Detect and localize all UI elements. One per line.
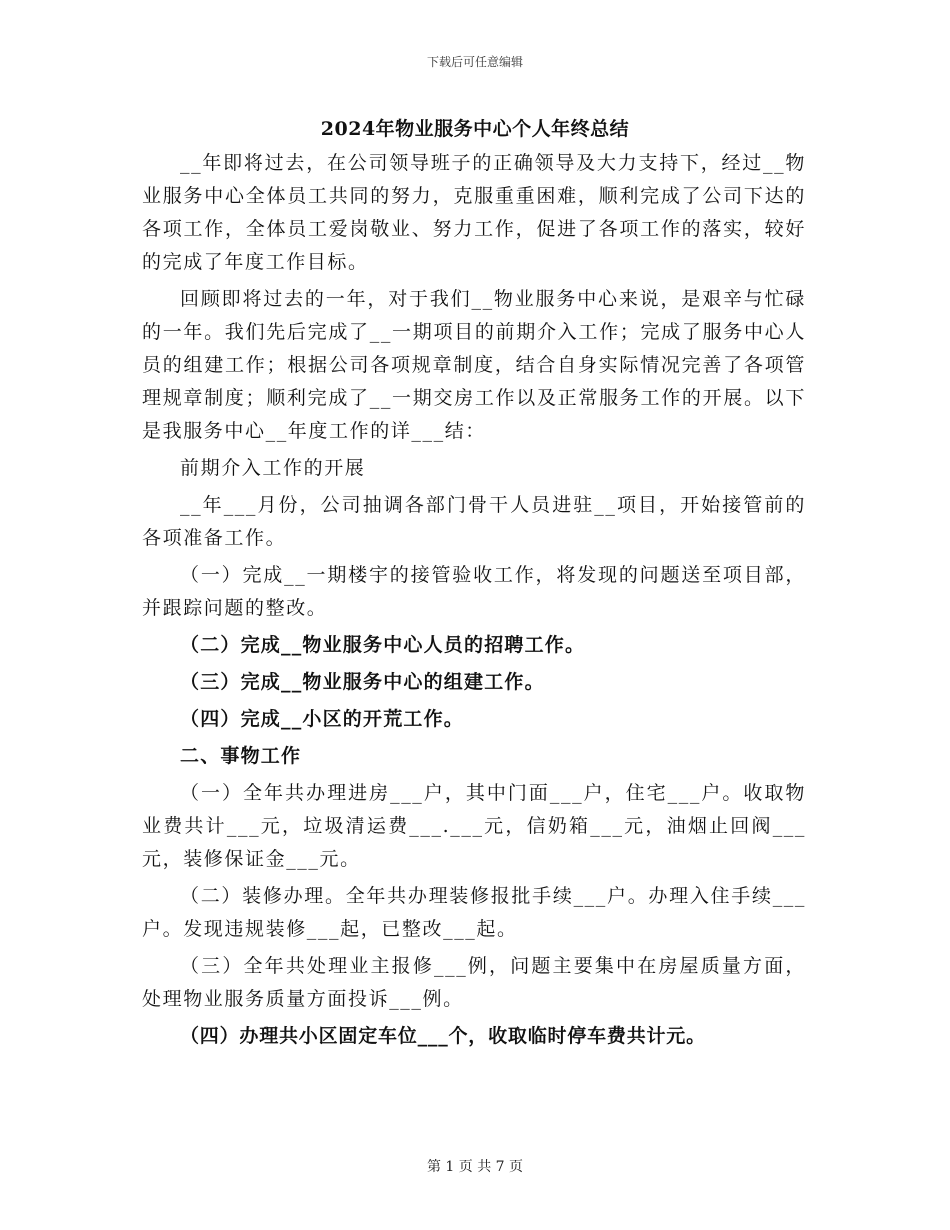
section-heading: 二、事物工作 bbox=[180, 745, 302, 767]
header-note: 下载后可任意编辑 bbox=[426, 55, 523, 69]
paragraph: （二）装修办理。全年共办理装修报批手续___户。办理入住手续___户。发现违规装修___起，已整改___起。 bbox=[142, 885, 806, 940]
paragraph-bold: （四）办理共小区固定车位___个，收取临时停车费共计元。 bbox=[180, 1025, 706, 1047]
paragraph-bold: （四）完成__小区的开荒工作。 bbox=[180, 708, 465, 730]
paragraph: 回顾即将过去的一年，对于我们__物业服务中心来说，是艰辛与忙碌的一年。我们先后完成了__一期项目的前期介入工作；完成了服务中心人员的组建工作；根据公司各项规章制度，结合自身实际情况完善了各项管理规章制度；顺利完成了__一期交房工作以及正常服务工作的开展。以下是我服务中心__年度工作的详___结： bbox=[142, 288, 806, 442]
page-footer: 第 1 页 共 7 页 bbox=[426, 1159, 524, 1175]
paragraph: 前期介入工作的开展 bbox=[180, 457, 366, 479]
document-title: 2024年物业服务中心个人年终总结 bbox=[320, 118, 630, 140]
paragraph-bold: （三）完成__物业服务中心的组建工作。 bbox=[180, 671, 545, 693]
paragraph: __年即将过去，在公司领导班子的正确领导及大力支持下，经过__物业服务中心全体员工共同的努力，克服重重困难，顺利完成了公司下达的各项工作，全体员工爱岗敬业、努力工作，促进了各项工作的落实，较好的完成了年度工作目标。 bbox=[142, 152, 806, 273]
paragraph: （一）完成__一期楼宇的接管验收工作，将发现的问题送至项目部，并跟踪问题的整改。 bbox=[142, 564, 806, 619]
paragraph: （三）全年共处理业主报修___例，问题主要集中在房屋质量方面，处理物业服务质量方面投诉___例。 bbox=[142, 955, 806, 1010]
document-body bbox=[142, 147, 806, 1057]
paragraph-bold: （二）完成__物业服务中心人员的招聘工作。 bbox=[180, 634, 586, 656]
paragraph: （一）全年共办理进房___户，其中门面___户，住宅___户。收取物业费共计___元，垃圾清运费___.___元，信奶箱___元，油烟止回阀___元，装修保证金___元。 bbox=[142, 782, 806, 870]
paragraph: __年___月份，公司抽调各部门骨干人员进驻__项目，开始接管前的各项准备工作。 bbox=[142, 494, 806, 549]
